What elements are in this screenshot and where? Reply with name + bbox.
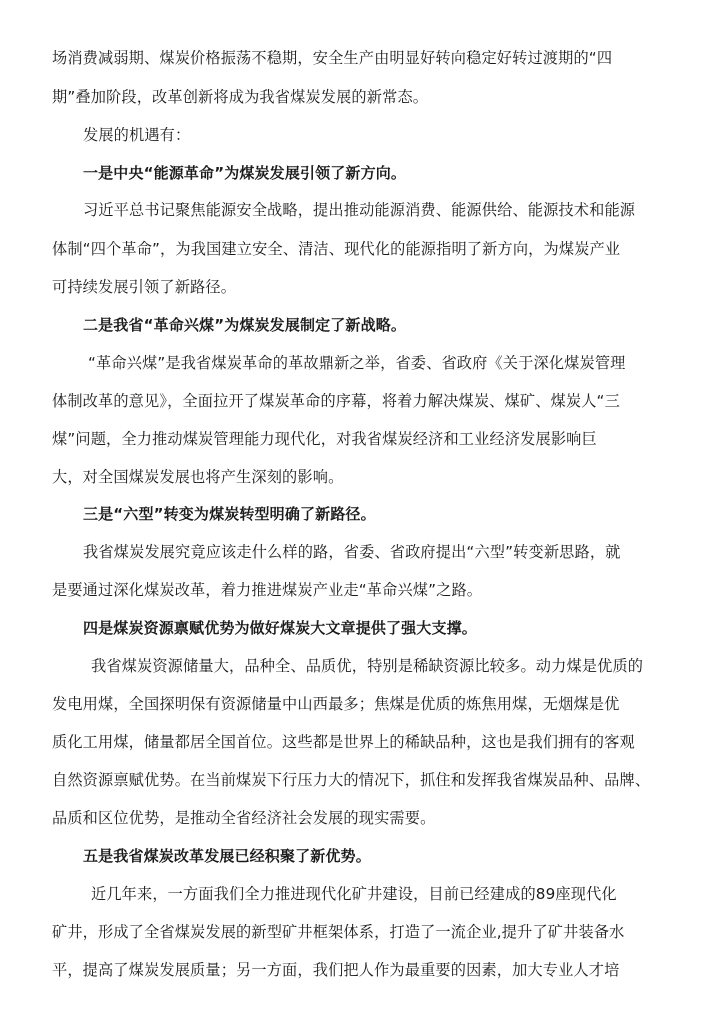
body-text-line: 自然资源禀赋优势。在当前煤炭下行压力大的情况下，抓住和发挥我省煤炭品种、品牌、	[52, 771, 651, 789]
body-text-line: 场消费减弱期、煤炭价格振荡不稳期，安全生产由明显好转向稳定好转过渡期的“四	[52, 49, 613, 67]
body-text-line: 质化工用煤，储量都居全国首位。这些都是世界上的稀缺品种，这也是我们拥有的客观	[52, 733, 635, 751]
body-text-line: 体制改革的意见》，全面拉开了煤炭革命的序幕，将着力解决煤炭、煤矿、煤炭人“三	[52, 392, 620, 410]
body-text-line: 近几年来，一方面我们全力推进现代化矿井建设，目前已经建成的89座现代化	[91, 885, 617, 903]
body-text-line: 是要通过深化煤炭改革，着力推进煤炭产业走“革命兴煤”之路。	[52, 581, 483, 599]
body-text-line: 我省煤炭资源储量大，品种全、品质优，特别是稀缺资源比较多。动力煤是优质的	[91, 657, 644, 675]
body-text-line: 品质和区位优势，是推动全省经济社会发展的现实需要。	[52, 809, 436, 827]
section-heading: 三是“六型”转变为煤炭转型明确了新路径。	[83, 505, 376, 523]
body-text-line: 大，对全国煤炭发展也将产生深刻的影响。	[52, 468, 344, 486]
section-heading: 一是中央“能源革命”为煤炭发展引领了新方向。	[83, 164, 407, 182]
body-text-line: 期”叠加阶段，改革创新将成为我省煤炭发展的新常态。	[52, 88, 429, 106]
body-text-line: 习近平总书记聚焦能源安全战略，提出推动能源消费、能源供给、能源技术和能源	[83, 201, 636, 219]
body-text-line: “革命兴煤”是我省煤炭革命的革故鼎新之举，省委、省政府《关于深化煤炭管理	[88, 354, 626, 372]
body-text-line: 我省煤炭发展究竟应该走什么样的路，省委、省政府提出“六型”转变新思路，就	[83, 543, 621, 561]
body-text-line: 煤”问题，全力推动煤炭管理能力现代化，对我省煤炭经济和工业经济发展影响巨	[52, 430, 597, 448]
section-heading: 二是我省“革命兴煤”为煤炭发展制定了新战略。	[83, 316, 407, 334]
section-heading: 五是我省煤炭改革发展已经积聚了新优势。	[83, 847, 371, 865]
body-text-line: 可持续发展引领了新路径。	[52, 278, 237, 296]
body-text-line: 体制“四个革命”，为我国建立安全、清洁、现代化的能源指明了新方向，为煤炭产业	[52, 240, 621, 258]
body-text-line: 平，提高了煤炭发展质量；另一方面，我们把人作为最重要的因素，加大专业人才培	[52, 961, 620, 979]
body-text-line: 矿井，形成了全省煤炭发展的新型矿井框架体系，打造了一流企业,提升了矿井装备水	[52, 923, 625, 941]
section-heading: 四是煤炭资源禀赋优势为做好煤炭大文章提供了强大支撑。	[83, 619, 477, 637]
body-text-line: 发电用煤，全国探明保有资源储量中山西最多；焦煤是优质的炼焦用煤，无烟煤是优	[52, 695, 620, 713]
body-text-line: 发展的机遇有：	[83, 126, 191, 144]
